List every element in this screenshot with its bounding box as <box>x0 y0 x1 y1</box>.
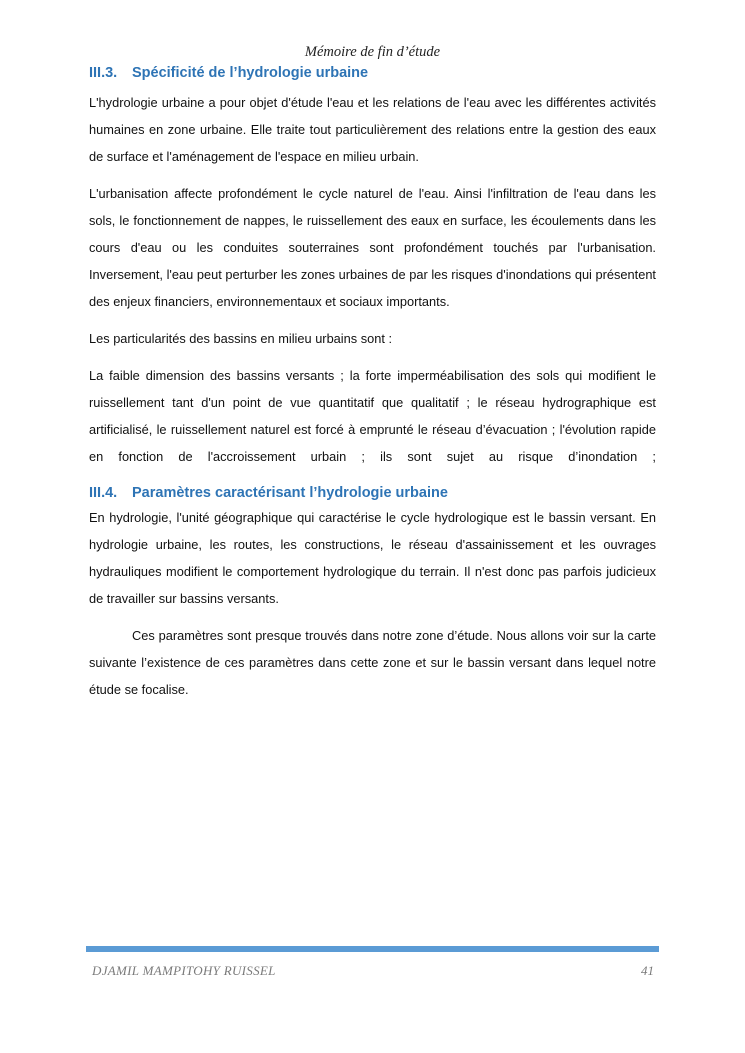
paragraph: L'urbanisation affecte profondément le cycle naturel de l'eau. Ainsi l'infiltration de l'eau dans les sols, le fonctionnement de nappes, le ruissellement des eaux en surface, les écoulements dans les cours d'eau ou les conduites souterraines sont profondément touchés par l'urbanisation. Inversement, l'eau peut perturber les zones urbaines de par les risques d'inondations qui présentent des enjeux financiers, environnementaux et sociaux importants. <box>89 186 656 309</box>
section-number: III.3. <box>89 65 118 81</box>
section-title: Spécificité de l’hydrologie urbaine <box>132 65 369 81</box>
paragraph: La faible dimension des bassins versants ; la forte imperméabilisation des sols qui modifient le ruissellement tant d'un point de vue quantitatif que qualitatif ; le réseau hydrographique est artificialisé, le ruissellement naturel est forcé à emprunté le réseau d’évacuation ; l'évolution rapide en fonction de l'accroissement urbain ; ils sont sujet au risque d’inondation ; <box>89 368 656 464</box>
paragraph: Ces paramètres sont presque trouvés dans notre zone d’étude. Nous allons voir sur la carte suivante l’existence de ces paramètres dans cette zone et sur le bassin versant dans lequel notre étude se focalise. <box>89 628 656 697</box>
page-header-title: Mémoire de fin d’étude <box>304 44 441 60</box>
footer-author: DJAMIL MAMPITOHY RUISSEL <box>92 963 276 978</box>
section-heading-iii-4 <box>89 484 656 502</box>
section-heading-iii-3 <box>89 64 656 82</box>
section-title: Paramètres caractérisant l’hydrologie urbaine <box>132 485 448 501</box>
footer-divider <box>86 946 659 952</box>
paragraph: En hydrologie, l'unité géographique qui caractérise le cycle hydrologique est le bassin versant. En hydrologie urbaine, les routes, les constructions, le réseau d'assainissement et les ouvrages hydrauliques modifient le comportement hydrologique du terrain. Il n'est donc pas parfois judicieux de travailler sur bassins versants. <box>89 510 656 606</box>
paragraph: L'hydrologie urbaine a pour objet d'étude l'eau et les relations de l'eau avec les différentes activités humaines en zone urbaine. Elle traite tout particulièrement des relations entre la gestion des eaux de surface et l'aménagement de l'espace en milieu urbain. <box>89 95 656 164</box>
page-number: 41 <box>641 963 654 978</box>
paragraph: Les particularités des bassins en milieu urbains sont : <box>89 331 393 346</box>
section-number: III.4. <box>89 485 118 501</box>
document-body <box>89 64 656 703</box>
